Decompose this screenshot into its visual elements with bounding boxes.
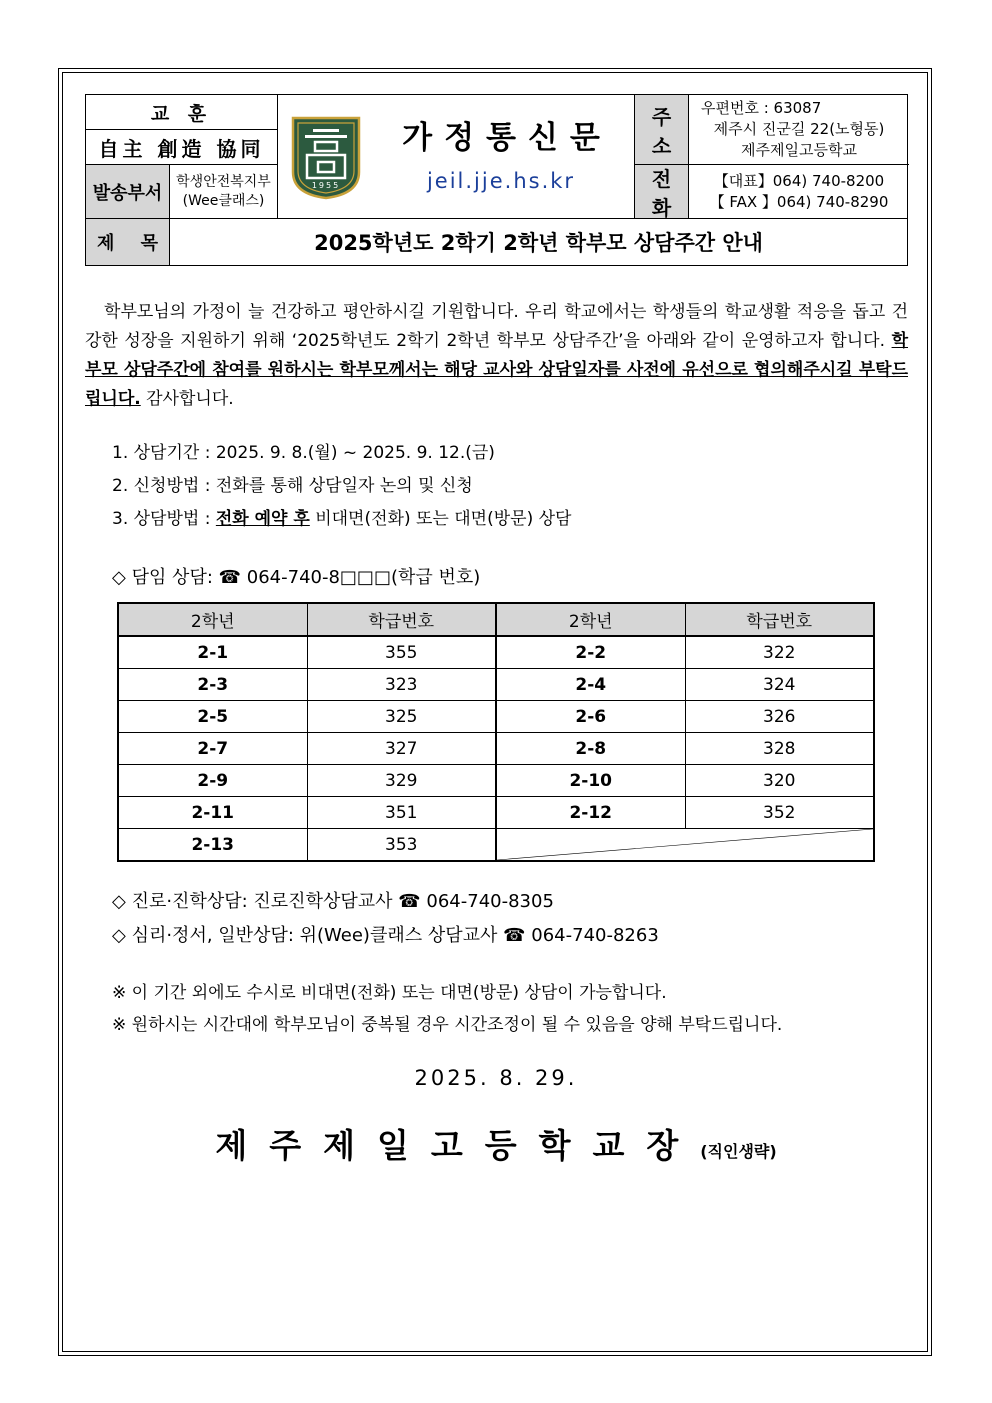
phone-label: 전 화 (635, 164, 688, 218)
wee-phone: 064-740-8263 (531, 925, 659, 946)
extension-cell: 328 (685, 733, 874, 765)
extension-cell: 323 (307, 669, 496, 701)
note-anytime: ※ 이 기간 외에도 수시로 비대면(전화) 또는 대면(방문) 상담이 가능합니다. (112, 983, 667, 1003)
consult-method: 3. 상담방법 : 전화 예약 후 비대면(전화) 또는 대면(방문) 상담 (112, 509, 572, 529)
notes (112, 977, 782, 1041)
extension-cell: 355 (307, 636, 496, 669)
empty-diagonal-cell (496, 829, 874, 862)
extension-cell: 324 (685, 669, 874, 701)
dept-line1: 학생안전복지부 (176, 173, 271, 190)
intro-paragraph (85, 298, 908, 414)
phone-main: 【대표】064) 740-8200 (713, 171, 885, 190)
principal-title: 제주제일고등학교장 (215, 1126, 701, 1165)
masthead (370, 112, 632, 193)
school-name: 제주제일고등학교 (741, 141, 857, 159)
table-row (118, 765, 874, 797)
motto-label: 교 훈 (150, 102, 213, 125)
signature (0, 1120, 992, 1167)
extension-table (117, 602, 875, 862)
table-row (118, 829, 874, 862)
col-header-class: 2학년 (496, 603, 685, 636)
table-row (118, 669, 874, 701)
table-row (118, 797, 874, 829)
emblem-year: 1955 (311, 181, 341, 190)
class-cell: 2-12 (496, 797, 685, 829)
table-row (118, 701, 874, 733)
dept-line2: (Wee클래스) (182, 192, 265, 209)
class-cell: 2-8 (496, 733, 685, 765)
consult-apply: 2. 신청방법 : 전화를 통해 상담일자 논의 및 신청 (112, 476, 473, 496)
class-cell: 2-7 (118, 733, 307, 765)
school-website: jeil.jje.hs.kr (426, 169, 576, 193)
street-address: 제주시 진군길 22(노형동) (713, 120, 885, 138)
consult-details (112, 437, 571, 536)
career-contact: ◇ 진로·진학상담: 진로진학상담교사 ☎ 064-740-8305 (112, 891, 554, 912)
class-cell: 2-6 (496, 701, 685, 733)
method-emphasis: 전화 예약 후 (215, 509, 310, 529)
extension-cell: 327 (307, 733, 496, 765)
intro-text: 학부모님의 가정이 늘 건강하고 평안하시길 기원합니다. 우리 학교에서는 학생들의 학교생활 적응을 돕고 건강한 성장을 지원하기 위해 ‘2025학년도 2학기 2학년 학부모 상담주간’을 아래와 같이 운영하고자 합니다. (85, 302, 908, 351)
class-cell: 2-4 (496, 669, 685, 701)
intro-thanks: 감사합니다. (140, 389, 234, 409)
school-phones (688, 164, 909, 218)
col-header-ext: 학급번호 (685, 603, 874, 636)
extension-cell: 325 (307, 701, 496, 733)
address-label: 주 소 (635, 95, 688, 164)
class-cell: 2-1 (118, 636, 307, 669)
issue-date: 2025. 8. 29. (414, 1066, 578, 1090)
class-cell: 2-11 (118, 797, 307, 829)
extension-cell: 320 (685, 765, 874, 797)
phone-icon: ☎ (218, 567, 242, 588)
class-cell: 2-10 (496, 765, 685, 797)
phone-fax: 【 FAX 】064) 740-8290 (709, 192, 889, 211)
class-cell: 2-5 (118, 701, 307, 733)
extension-cell: 326 (685, 701, 874, 733)
dept-name (169, 164, 277, 218)
intro-request: 학부모 상담주간에 참여를 원하시는 학부모께서는 해당 교사와 상담일자를 사전에 유선으로 협의해주시길 부탁드립니다. (85, 331, 908, 409)
seal-note: (직인생략) (700, 1142, 777, 1161)
extension-cell: 322 (685, 636, 874, 669)
newsletter-title: 가정통신문 (402, 120, 612, 156)
phone-icon: ☎ (503, 925, 526, 946)
letter-subject: 2025학년도 2학기 2학년 학부모 상담주간 안내 (169, 218, 907, 265)
school-address (688, 95, 909, 164)
class-cell: 2-13 (118, 829, 307, 862)
note-schedule: ※ 원하시는 시간대에 학부모님이 중복될 경우 시간조정이 될 수 있음을 양해 부탁드립니다. (112, 1015, 783, 1035)
school-motto: 自主 創造 協同 (86, 129, 277, 164)
table-row (118, 636, 874, 669)
phone-icon: ☎ (398, 891, 421, 912)
school-emblem-icon (289, 114, 363, 200)
extension-cell: 351 (307, 797, 496, 829)
col-header-class: 2학년 (118, 603, 307, 636)
col-header-ext: 학급번호 (307, 603, 496, 636)
career-phone: 064-740-8305 (426, 891, 554, 912)
class-cell: 2-2 (496, 636, 685, 669)
consult-period: 1. 상담기간 : 2025. 9. 8.(월) ~ 2025. 9. 12.(금) (112, 443, 495, 463)
dept-label: 발송부서 (86, 164, 169, 218)
class-cell: 2-9 (118, 765, 307, 797)
postal-code: 우편번호 : 63087 (701, 99, 822, 117)
subject-label: 제 목 (86, 218, 169, 265)
homeroom-heading: ◇ 담임 상담: ☎ 064-740-8□□□(학급 번호) (112, 567, 481, 588)
extension-cell: 353 (307, 829, 496, 862)
table-row (118, 733, 874, 765)
table-header-row (118, 603, 874, 636)
class-cell: 2-3 (118, 669, 307, 701)
extension-cell: 352 (685, 797, 874, 829)
extension-cell: 329 (307, 765, 496, 797)
wee-contact: ◇ 심리·정서, 일반상담: 위(Wee)클래스 상담교사 ☎ 064-740-8263 (112, 925, 659, 946)
